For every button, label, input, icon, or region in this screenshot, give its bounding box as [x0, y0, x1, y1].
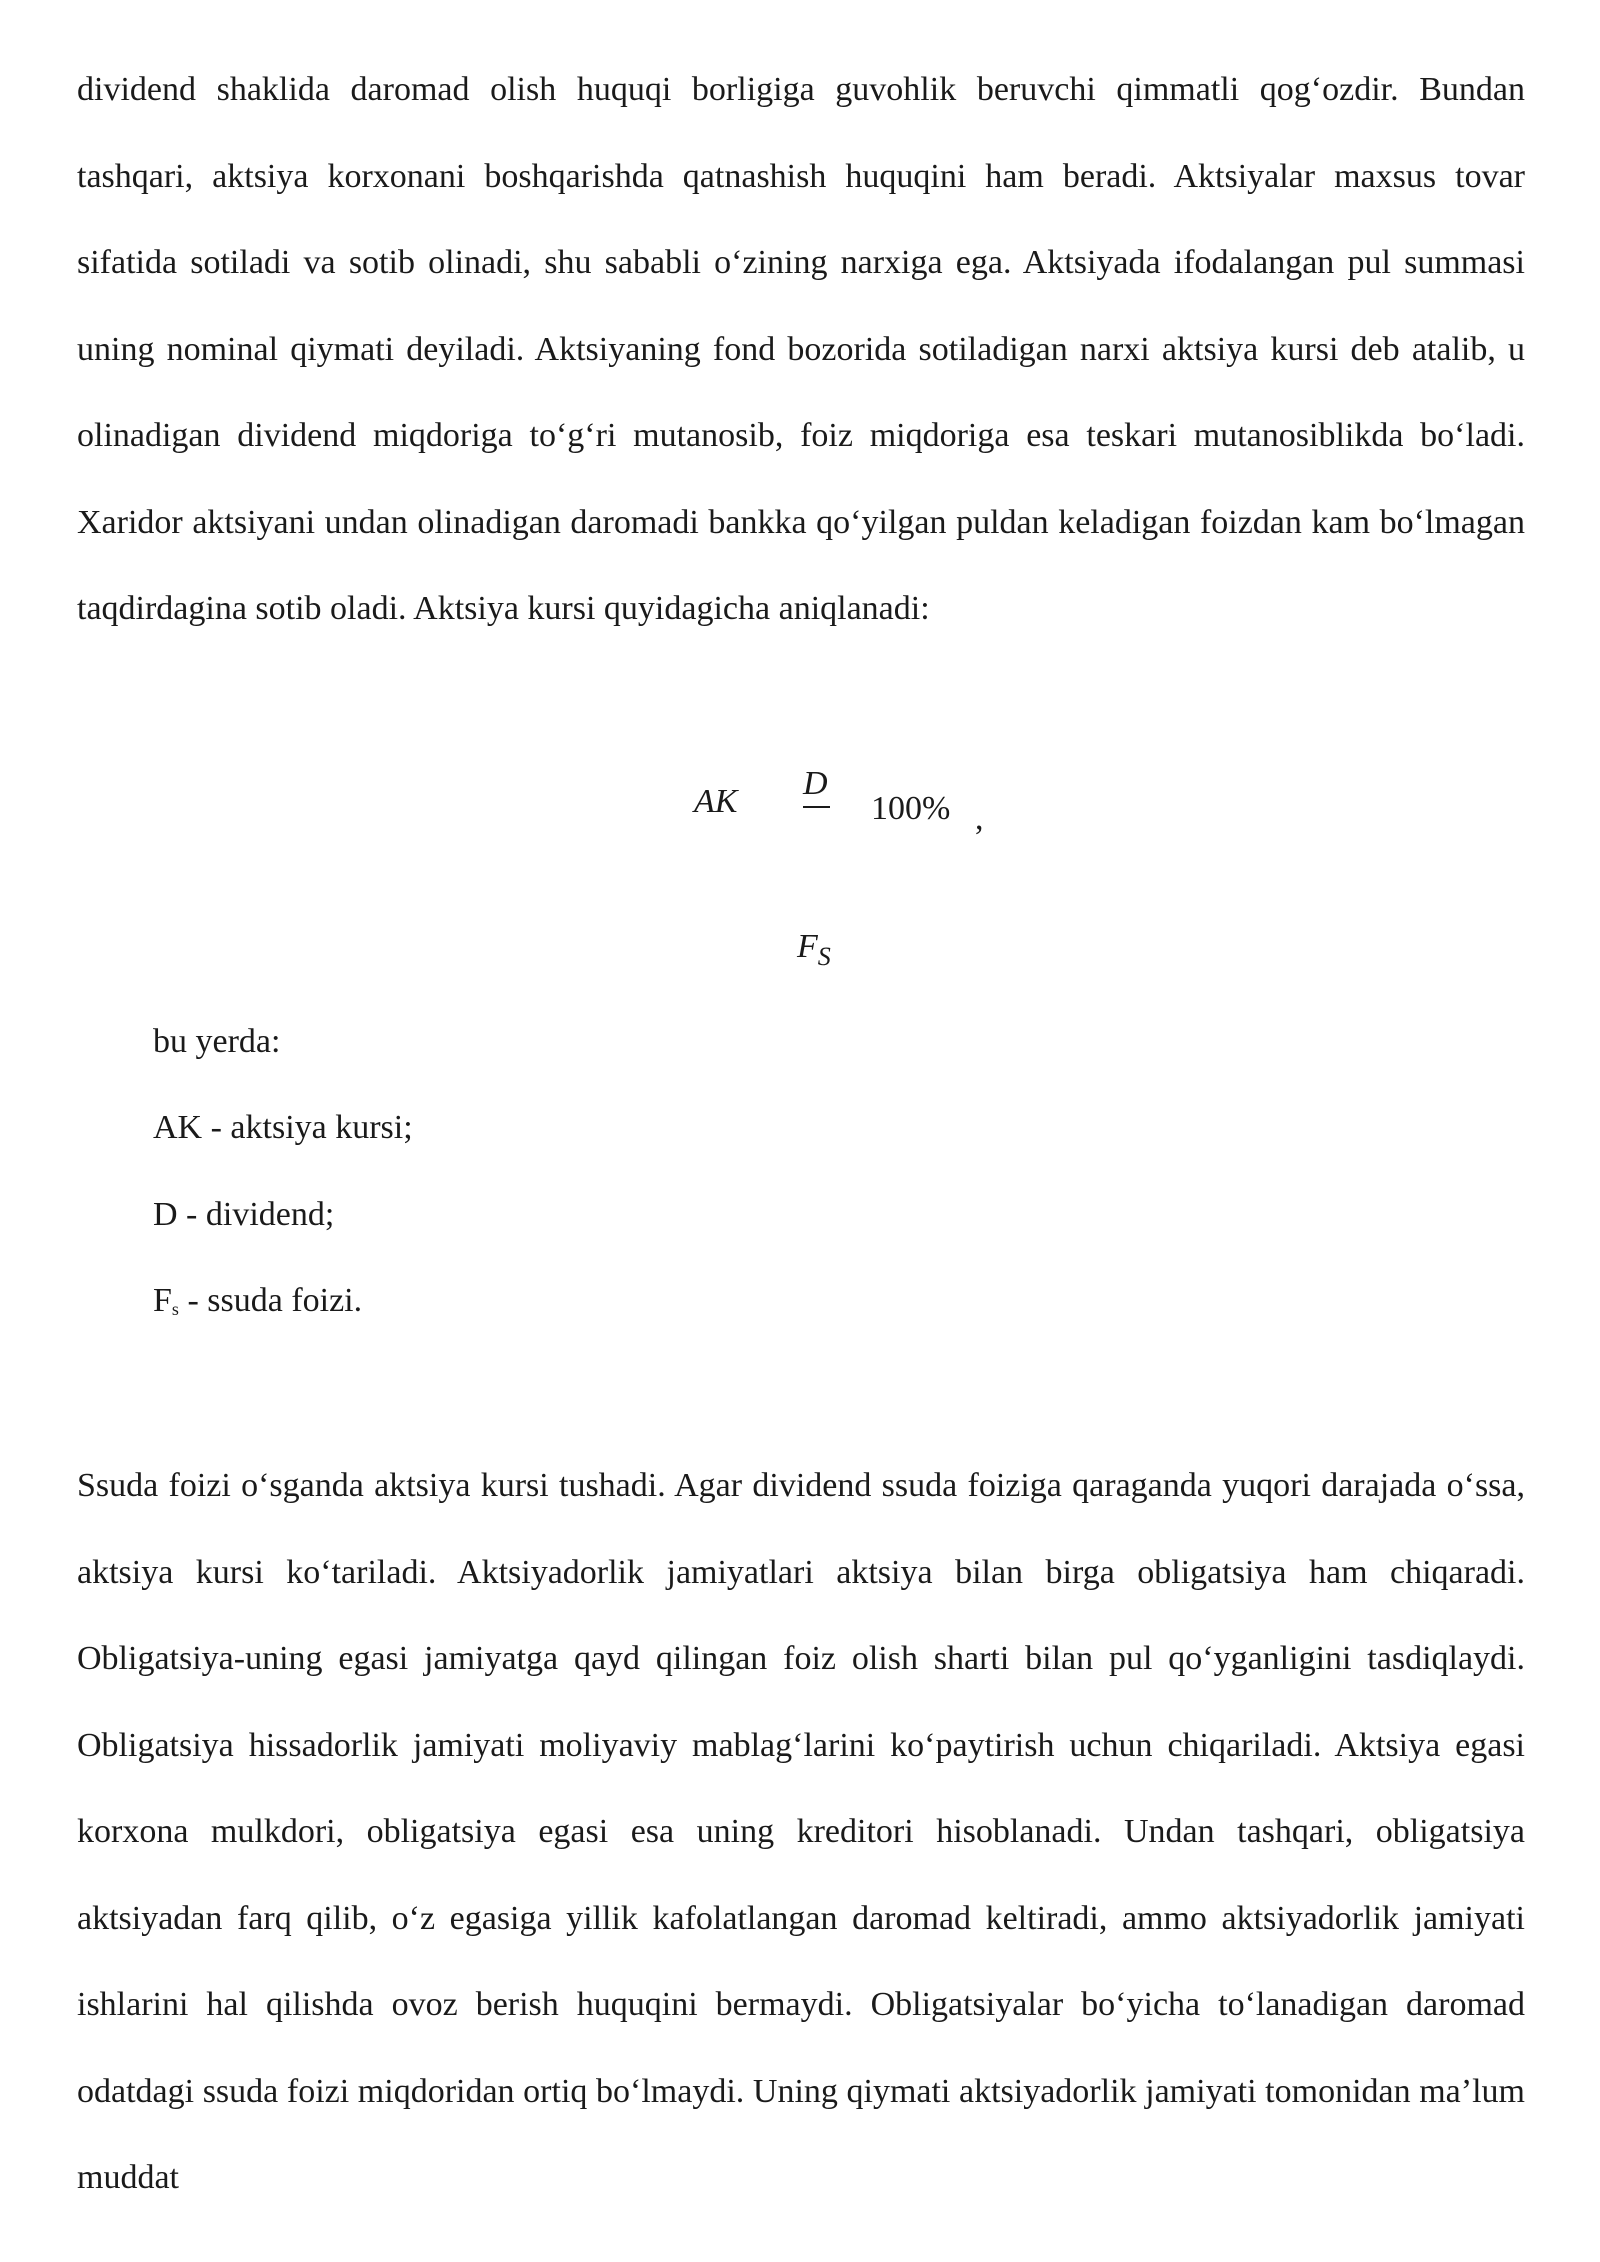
- definition-text: - ssuda foizi.: [178, 1282, 363, 1319]
- formula-denominator: [797, 928, 831, 972]
- formula-comma: ,: [975, 800, 984, 837]
- definition-item: [153, 1282, 362, 1320]
- definition-symbol-base: F: [153, 1282, 172, 1319]
- definition-item: AK - aktsiya kursi;: [153, 1109, 413, 1146]
- definition-symbol-subscript: s: [171, 1299, 179, 1319]
- paragraph-intro: dividend shaklida daromad olish huquqi borligiga guvohlik beruvchi qimmatli qog‘ozdir. Bundan tashqari, aktsiya korxonani boshqarishda qatnashish huquqini ham beradi. Aktsiyalar maxsus tovar sifatida sotiladi va sotib olinadi, shu sababli o‘zining narxiga ega. Aktsiyada ifodalangan pul summasi uning nominal qiymati deyiladi. Aktsiyaning fond bozorida sotiladigan narxi aktsiya kursi deb atalib, u olinadigan dividend miqdoriga to‘g‘ri mutanosib, foiz miqdoriga esa teskari mutanosiblikda bo‘ladi. Xaridor aktsiyani undan olinadigan daromadi bankka qo‘yilgan puldan keladigan foizdan kam bo‘lmagan taqdirdagina sotib oladi. Aktsiya kursi quyidagicha aniqlanadi:: [77, 71, 1525, 627]
- formula-denominator-subscript: S: [817, 942, 831, 971]
- definition-item: D - dividend;: [153, 1196, 335, 1233]
- formula-numerator: D: [803, 765, 828, 802]
- formula-multiplier: 100%: [871, 790, 951, 827]
- stock-price-formula: [0, 0, 1600, 1000]
- formula-fraction-bar: [803, 806, 830, 808]
- paragraph-continuation: Ssuda foizi o‘sganda aktsiya kursi tushadi. Agar dividend ssuda foiziga qaraganda yuqori darajada o‘ssa, aktsiya kursi ko‘tariladi. Aktsiyadorlik jamiyatlari aktsiya bilan birga obligatsiya ham chiqaradi. Obligatsiya-uning egasi jamiyatga qayd qilingan foiz olish sharti bilan pul qo‘yganligini tasdiqlaydi. Obligatsiya hissadorlik jamiyati moliyaviy mablag‘larini ko‘paytirish uchun chiqariladi. Aktsiya egasi korxona mulkdori, obligatsiya egasi esa uning kreditori hisoblanadi. Undan tashqari, obligatsiya aktsiyadan farq qilib, o‘z egasiga yillik kafolatlangan daromad keltiradi, ammo aktsiyadorlik jamiyati ishlarini hal qilishda ovoz berish huquqini bermaydi. Obligatsiyalar bo‘yicha to‘lanadigan daromad odatdagi ssuda foizi miqdoridan ortiq bo‘lmaydi. Uning qiymati aktsiyadorlik jamiyati tomonidan ma’lum muddat: [77, 1467, 1525, 2196]
- formula-lhs: AK: [694, 783, 738, 820]
- definitions-intro: bu yerda:: [153, 1023, 281, 1060]
- formula-denominator-base: F: [797, 928, 818, 965]
